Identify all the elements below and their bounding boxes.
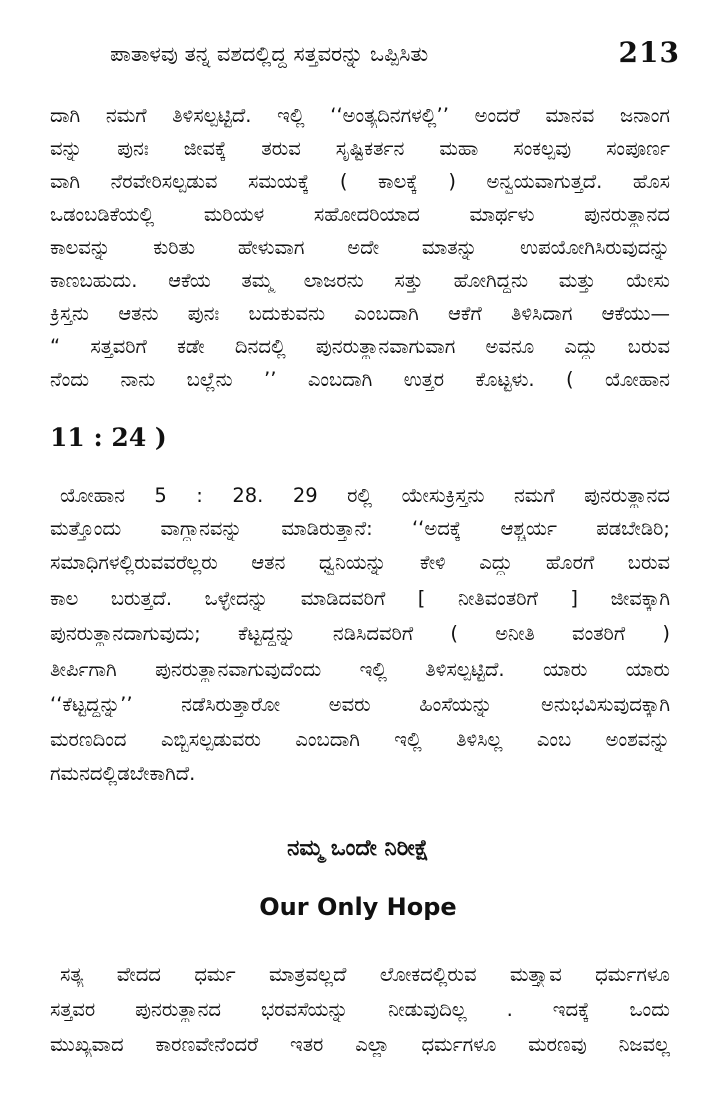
section-heading-kannada: ನಮ್ಮ ಒಂದೇ ನಿರೀಕ್ಷೆ bbox=[287, 836, 429, 861]
body-line: ಮತ್ತೊಂದು ವಾಗ್ದಾನವನ್ನು ಮಾಡಿರುತ್ತಾನೆ: ‘‘ಅದಕ್ಕೆ ಆಶ್ಚರ್ಯ ಪಡಬೇಡಿರಿ; bbox=[50, 517, 670, 540]
body-line: ಒಡಂಬಡಿಕೆಯಲ್ಲಿ ಮರಿಯಳ ಸಹೋದರಿಯಾದ ಮಾರ್ಥಳು ಪುನರುತ್ಥಾನದ bbox=[50, 203, 670, 226]
scripture-reference: 11 : 24 ) bbox=[50, 426, 167, 450]
running-title: ಪಾತಾಳವು ತನ್ನ ವಶದಲ್ಲಿದ್ದ ಸತ್ತವರನ್ನು ಒಪ್ಪಿಸಿತು bbox=[110, 42, 429, 66]
body-line: “ ಸತ್ತವರಿಗೆ ಕಡೇ ದಿನದಲ್ಲಿ ಪುನರುತ್ಥಾನವಾಗುವಾಗ ಅವನೂ ಎದ್ದು ಬರುವ bbox=[50, 335, 670, 358]
body-line: ಸಮಾಧಿಗಳಲ್ಲಿರುವವರೆಲ್ಲರು ಆತನ ಧ್ವನಿಯನ್ನು ಕೇಳಿ ಎದ್ದು ಹೊರಗೆ ಬರುವ bbox=[50, 551, 670, 574]
body-line: ‘‘ಕೆಟ್ಟದ್ದನ್ನು’’ ನಡೆಸಿರುತ್ತಾರೋ ಅವರು ಹಿಂಸೆಯನ್ನು ಅನುಭವಿಸುವುದಕ್ಕಾಗಿ bbox=[50, 693, 670, 716]
body-line: ಪುನರುತ್ಥಾನದಾಗುವುದು; ಕೆಟ್ಟದ್ದನ್ನು ನಡಿಸಿದವರಿಗೆ ( ಅನೀತಿ ವಂತರಿಗೆ ) bbox=[50, 622, 670, 645]
body-line: ಕಾಲ ಬರುತ್ತದೆ. ಒಳ್ಳೇದನ್ನು ಮಾಡಿದವರಿಗೆ [ ನೀತಿವಂತರಿಗೆ ] ಜೀವಕ್ಕಾಗಿ bbox=[50, 587, 670, 610]
section-heading-english: Our Only Hope bbox=[259, 893, 457, 921]
body-line: ಯೋಹಾನ 5 : 28. 29 ರಲ್ಲಿ ಯೇಸುಕ್ರಿಸ್ತನು ನಮಗೆ ಪುನರುತ್ಥಾನದ bbox=[60, 484, 670, 507]
body-line: ಗಮನದಲ್ಲಿಡಬೇಕಾಗಿದೆ. bbox=[50, 762, 196, 785]
body-line: ಕಾಲವನ್ನು ಕುರಿತು ಹೇಳುವಾಗ ಅದೇ ಮಾತನ್ನು ಉಪಯೋಗಿಸಿರುವುದನ್ನು bbox=[50, 236, 670, 259]
body-line: ತೀರ್ಪಿಗಾಗಿ ಪುನರುತ್ಥಾನವಾಗುವುದೆಂದು ಇಲ್ಲಿ ತಿಳಿಸಲ್ಪಟ್ಟಿದೆ. ಯಾರು ಯಾರು bbox=[50, 658, 670, 681]
body-line: ಕ್ರಿಸ್ತನು ಆತನು ಪುನಃ ಬದುಕುವನು ಎಂಬದಾಗಿ ಆಕೆಗೆ ತಿಳಿಸಿದಾಗ ಆಕೆಯು— bbox=[50, 302, 670, 325]
body-line: ಕಾಣಬಹುದು. ಆಕೆಯ ತಮ್ಮ ಲಾಜರನು ಸತ್ತು ಹೋಗಿದ್ದನು ಮತ್ತು ಯೇಸು bbox=[50, 269, 670, 292]
page-header bbox=[60, 36, 680, 76]
body-line: ಮರಣದಿಂದ ಎಬ್ಬಿಸಲ್ಪಡುವರು ಎಂಬದಾಗಿ ಇಲ್ಲಿ ತಿಳಿಸಿಲ್ಲ ಎಂಬ ಅಂಶವನ್ನು bbox=[50, 728, 670, 751]
page-number: 213 bbox=[618, 36, 680, 69]
body-line: ನೆಂದು ನಾನು ಬಲ್ಲೆನು ’’ ಎಂಬದಾಗಿ ಉತ್ತರ ಕೊಟ್ಟಳು. ( ಯೋಹಾನ bbox=[50, 368, 670, 391]
body-line: ವನ್ನು ಪುನಃ ಜೀವಕ್ಕೆ ತರುವ ಸೃಷ್ಟಿಕರ್ತನ ಮಹಾ ಸಂಕಲ್ಪವು ಸಂಪೂರ್ಣ bbox=[50, 137, 670, 160]
body-line: ಸತ್ಯ ವೇದದ ಧರ್ಮ ಮಾತ್ರವಲ್ಲದೆ ಲೋಕದಲ್ಲಿರುವ ಮತ್ತ್ಯಾವ ಧರ್ಮಗಳೂ bbox=[60, 963, 670, 986]
body-line: ದಾಗಿ ನಮಗೆ ತಿಳಿಸಲ್ಪಟ್ಟಿದೆ. ಇಲ್ಲಿ ‘‘ಅಂತ್ಯದಿನಗಳಲ್ಲಿ’’ ಅಂದರೆ ಮಾನವ ಜನಾಂಗ bbox=[50, 104, 670, 127]
body-line: ಮುಖ್ಯವಾದ ಕಾರಣವೇನೆಂದರೆ ಇತರ ಎಲ್ಲಾ ಧರ್ಮಗಳೂ ಮರಣವು ನಿಜವಲ್ಲ bbox=[50, 1033, 670, 1056]
body-line: ವಾಗಿ ನೆರವೇರಿಸಲ್ಪಡುವ ಸಮಯಕ್ಕೆ ( ಕಾಲಕ್ಕೆ ) ಅನ್ವಯವಾಗುತ್ತದೆ. ಹೊಸ bbox=[50, 170, 670, 193]
body-line: ಸತ್ತವರ ಪುನರುತ್ಥಾನದ ಭರವಸೆಯನ್ನು ನೀಡುವುದಿಲ್ಲ . ಇದಕ್ಕೆ ಒಂದು bbox=[50, 998, 670, 1021]
